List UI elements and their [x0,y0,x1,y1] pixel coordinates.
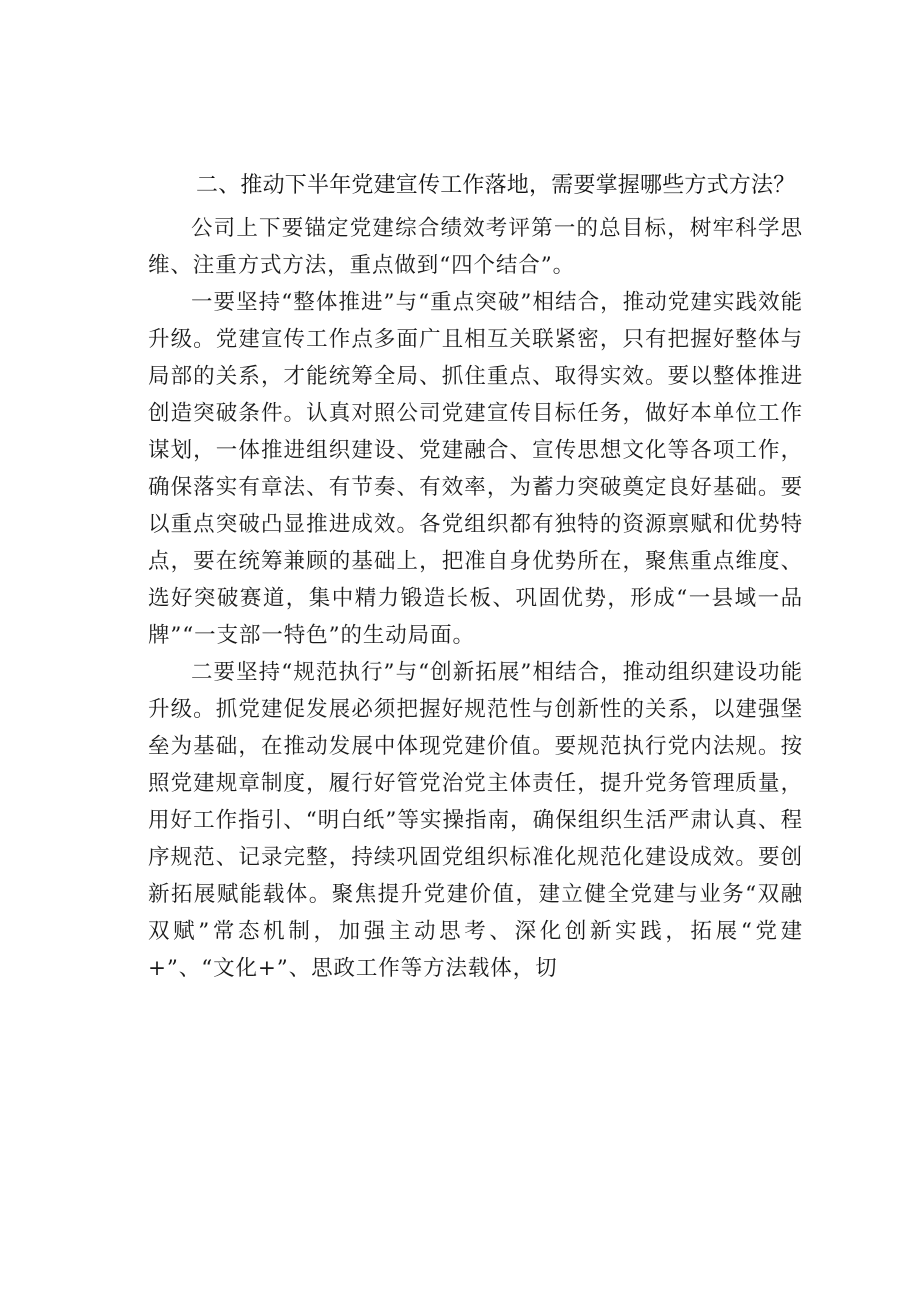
paragraph-point-one: 一要坚持“整体推进”与“重点突破”相结合，推动党建实践效能升级。党建宣传工作点多面广且相互关联紧密，只有把握好整体与局部的关系，才能统筹全局、抓住重点、取得实效。要以整体推进创造突破条件。认真对照公司党建宣传目标任务，做好本单位工作谋划，一体推进组织建设、党建融合、宣传思想文化等各项工作，确保落实有章法、有节奏、有效率，为蓄力突破奠定良好基础。要以重点突破凸显推进成效。各党组织都有独特的资源禀赋和优势特点，要在统筹兼顾的基础上，把准自身优势所在，聚焦重点维度、选好突破赛道，集中精力锻造长板、巩固优势，形成“一县域一品牌”“一支部一特色”的生动局面。 [148,290,803,648]
paragraph-intro: 公司上下要锚定党建综合绩效考评第一的总目标，树牢科学思维、注重方式方法，重点做到“四个结合”。 [148,216,803,278]
section-heading: 二、推动下半年党建宣传工作落地，需要掌握哪些方式方法？ [196,173,796,198]
paragraph-point-two: 二要坚持“规范执行”与“创新拓展”相结合，推动组织建设功能升级。抓党建促发展必须把握好规范性与创新性的关系，以建强堡垒为基础，在推动发展中体现党建价值。要规范执行党内法规。按照党建规章制度，履行好管党治党主体责任，提升党务管理质量，用好工作指引、“明白纸”等实操指南，确保组织生活严肃认真、程序规范、记录完整，持续巩固党组织标准化规范化建设成效。要创新拓展赋能载体。聚焦提升党建价值，建立健全党建与业务“双融双赋”常态机制，加强主动思考、深化创新实践，拓展“党建+”、“文化+”、思政工作等方法载体，切 [148,660,803,981]
document-body [148,210,803,987]
